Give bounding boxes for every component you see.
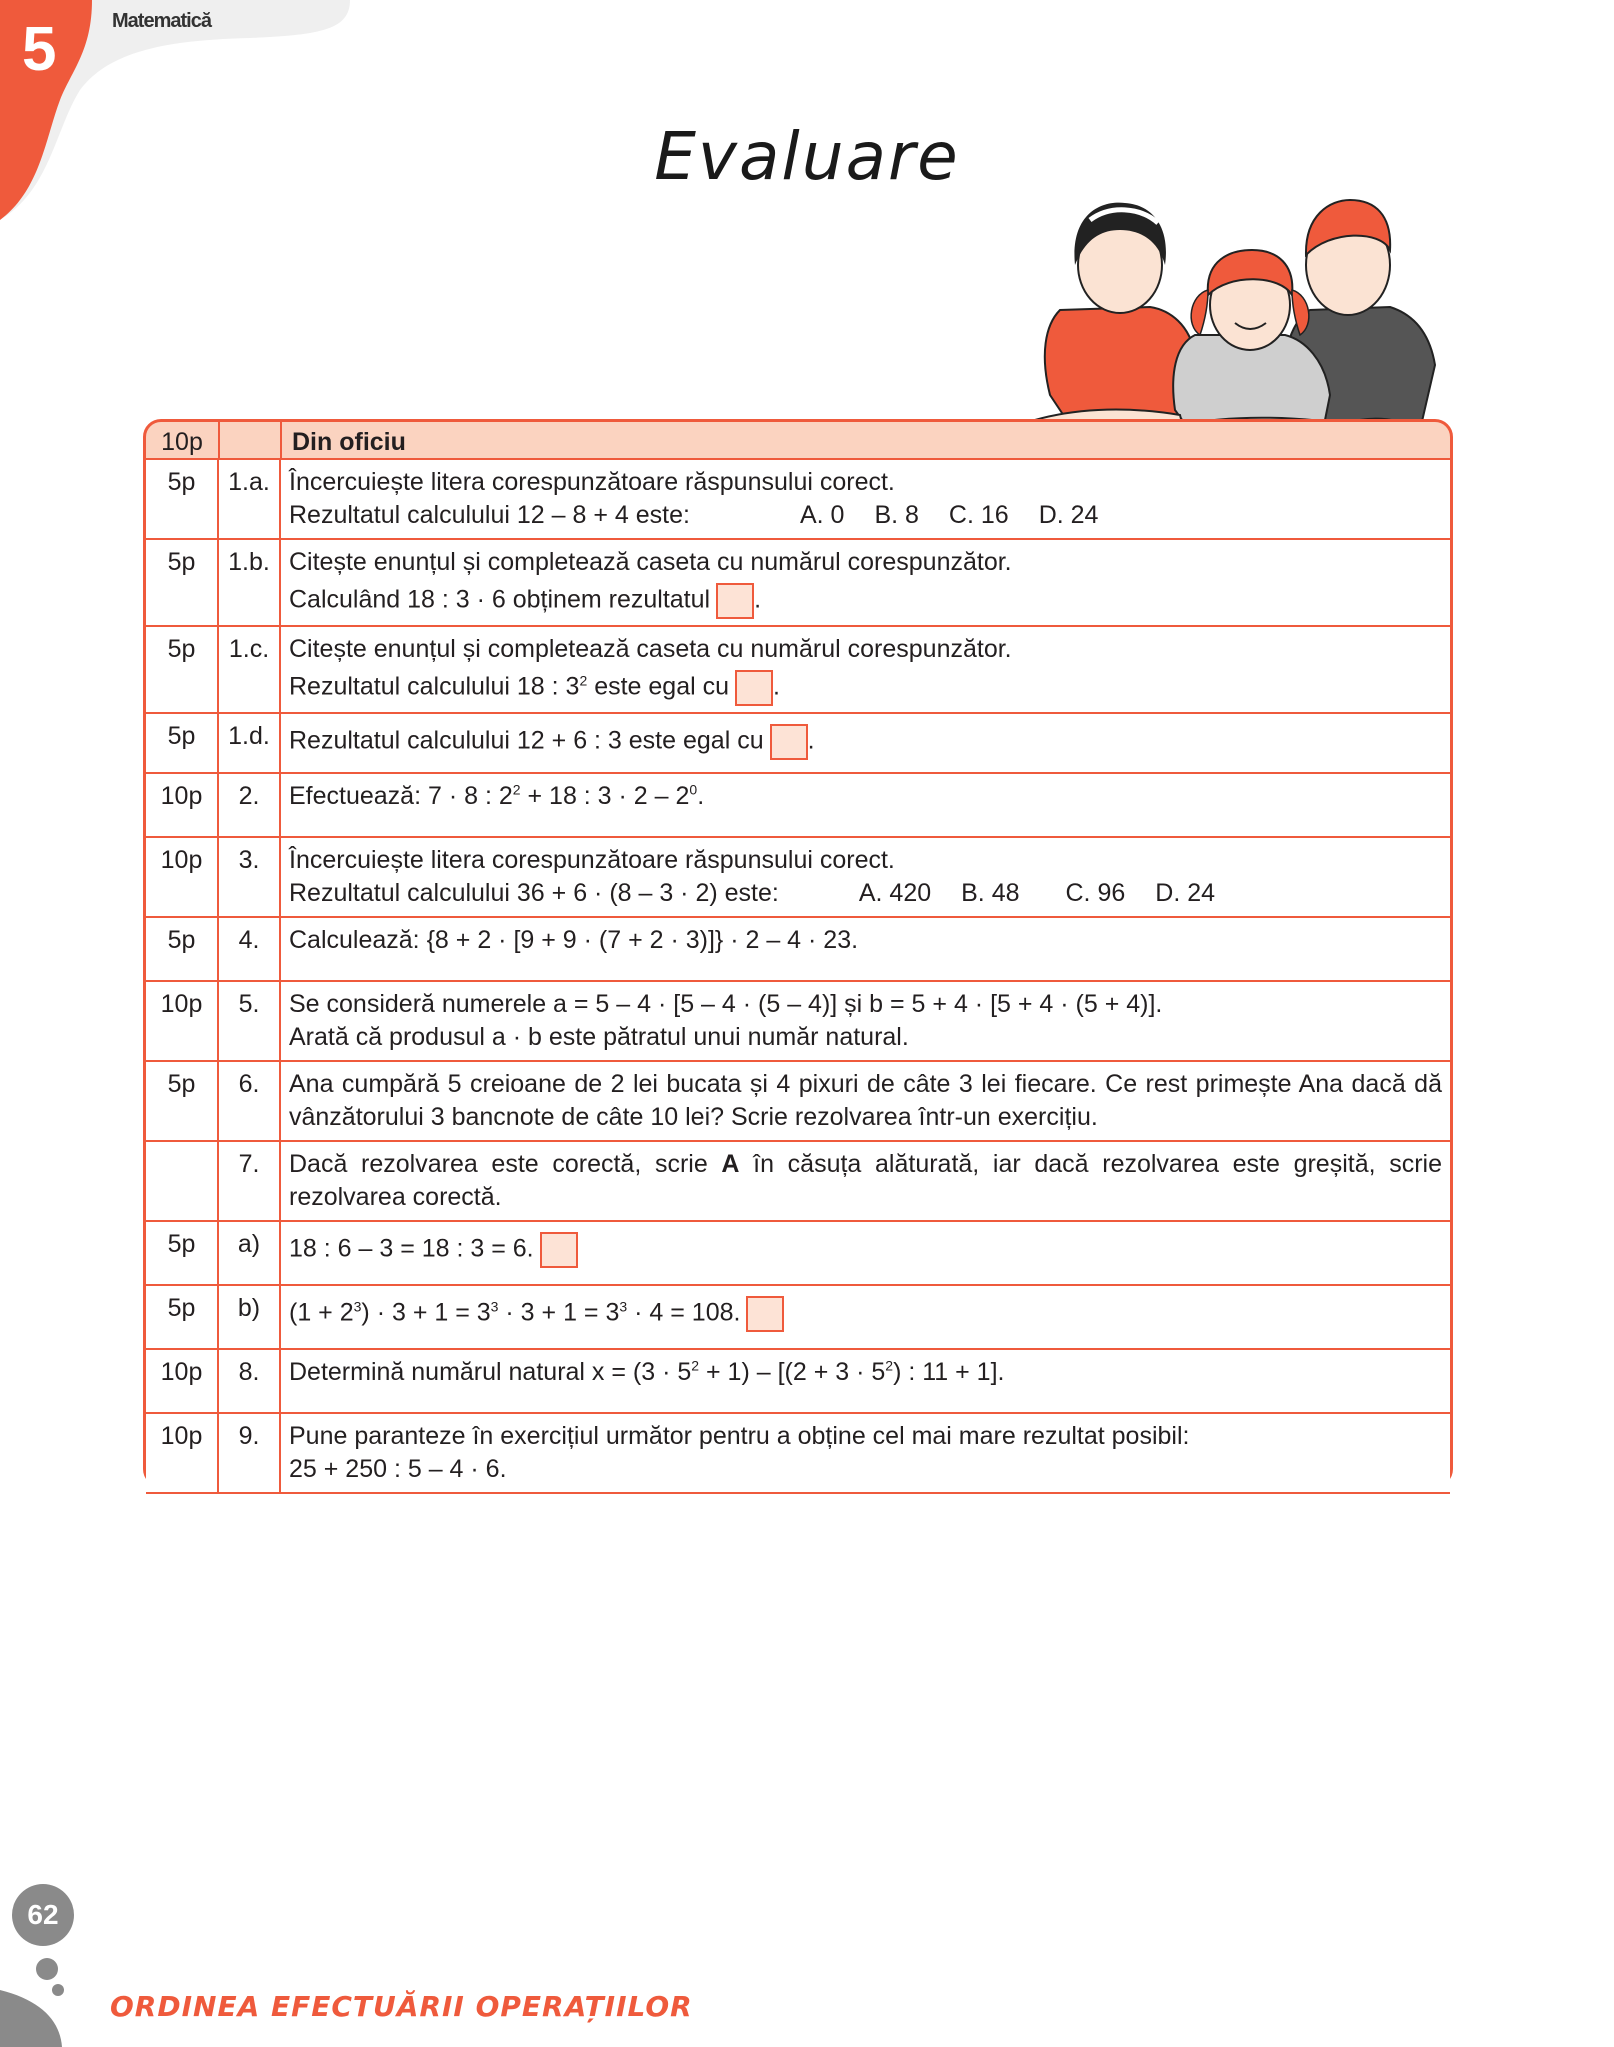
points-cell: 5p [146,1285,218,1349]
item-number: a) [218,1221,280,1285]
points-cell: 10p [146,773,218,837]
item-number: 1.b. [218,539,280,626]
item-number: 4. [218,917,280,981]
table-row-6 [146,1061,1450,1141]
item-number: 2. [218,773,280,837]
item-text: Calculează: {8 + 2 · [9 + 9 · (7 + 2 · 3)]} · 2 – 4 · 23. [280,917,1450,981]
header-points: 10p [161,428,203,456]
item-instruction: Încercuiește litera corespunzătoare răspunsului corect. [289,468,895,496]
points-cell: 5p [146,459,218,539]
item-text: Dacă rezolvarea este corectă, scrie A în căsuța alăturată, iar dacă rezolvarea este greșită, scrie rezolvarea corectă. [280,1141,1450,1221]
table-row-8 [146,1349,1450,1413]
item-text: Se consideră numerele a = 5 – 4 · [5 – 4 · (5 – 4)] și b = 5 + 4 · [5 + 4 · (5 + 4)]. Arată că produsul a · b este pătratul unui număr natural. [280,981,1450,1061]
table-row-7a [146,1221,1450,1285]
option-a[interactable]: A. 420 [858,879,932,907]
item-number: 1.d. [218,713,280,773]
points-cell: 10p [146,981,218,1061]
answer-box[interactable] [746,1296,784,1332]
table-row-1b [146,539,1450,626]
item-text: Efectuează: 7 · 8 : $2^2 + 18$ : $3 \cdot 2 - 2^0$. [280,773,1450,837]
page-number-badge: 62 [12,1884,74,1946]
unit-number: 5 [22,15,57,84]
item-text: Pune paranteze în exercițiul următor pentru a obține cel mai mare rezultat posibil: 25 + 250 : 5 – 4 · 6. [280,1413,1450,1493]
option-d[interactable]: D. 24 [1155,879,1216,907]
item-number: b) [218,1285,280,1349]
answer-box[interactable] [540,1232,578,1268]
item-text: $(1 + 2^3) \cdot 3 + 1 = 3^3 \cdot 3 + 1 = 3^3 \cdot 4 = 108$. [280,1285,1450,1349]
table-row-4 [146,917,1450,981]
item-number: 6. [218,1061,280,1141]
table-row-9 [146,1413,1450,1493]
table-row-7 [146,1141,1450,1221]
item-calc-line: Calculând 18 : 3 · 6 obținem rezultatul [289,585,711,614]
table-row-1a [146,459,1450,539]
points-cell [146,1141,218,1221]
table-row-5 [146,981,1450,1061]
item-instruction: Încercuiește litera corespunzătoare răspunsului corect. [289,846,895,874]
option-d[interactable]: D. 24 [1038,501,1099,529]
chapter-title: ORDINEA EFECTUĂRII OPERAȚIILOR [110,1990,693,2023]
evaluation-table [146,458,1450,1494]
points-cell: 5p [146,539,218,626]
option-c[interactable]: C. 96 [1065,879,1126,907]
item-text [280,459,1450,539]
item-text: Ana cumpără 5 creioane de 2 lei bucata și 4 pixuri de câte 3 lei fiecare. Ce rest primește Ana dacă dă vânzătorului 3 bancnote de câte 10 lei? Scrie rezolvarea într-un exercițiu. [280,1061,1450,1141]
option-b[interactable]: B. 8 [874,501,919,529]
footer-corner-decoration [0,1990,70,2047]
item-text: 18 : 6 – 3 = 18 : 3 = 6. [280,1221,1450,1285]
page-title: Evaluare [654,118,960,195]
answer-box[interactable] [716,583,754,619]
item-instruction: Citește enunțul și completează caseta cu numărul corespunzător. [289,635,1012,663]
item-number: 3. [218,837,280,917]
option-c[interactable]: C. 16 [948,501,1009,529]
header-title: Din oficiu [292,428,406,456]
item-text: Determină numărul natural $x = (3 \cdot 5^2 + 1) - [(2 + 3 \cdot 5^2)$ : 11 + 1]. [280,1349,1450,1413]
decor-dot [36,1958,58,1980]
subject-label: Matematică [112,10,211,32]
item-text: Rezultatul calculului 12 + 6 : 3 este egal cu . [280,713,1450,773]
table-row-2 [146,773,1450,837]
item-number: 8. [218,1349,280,1413]
item-number: 9. [218,1413,280,1493]
points-cell: 10p [146,1413,218,1493]
item-instruction: Citește enunțul și completează caseta cu numărul corespunzător. [289,548,1012,576]
answer-box[interactable] [735,670,773,706]
item-number: 5. [218,981,280,1061]
item-text: Încercuiește litera corespunzătoare răspunsului corect. Rezultatul calculului 36 + 6 · (8 – 3 · 2) este: A. 420 B. 48 C. 96 D. 24 [280,837,1450,917]
option-a[interactable]: A. 0 [799,501,845,529]
item-number: 7. [218,1141,280,1221]
table-row-1d [146,713,1450,773]
points-cell: 5p [146,1221,218,1285]
points-cell: 5p [146,1061,218,1141]
item-text: Citește enunțul și completează caseta cu numărul corespunzător. Rezultatul calculului 18 : $3^2$ este egal cu . [280,626,1450,713]
points-cell: 5p [146,917,218,981]
table-row-1c [146,626,1450,713]
item-number: 1.a. [218,459,280,539]
answer-box[interactable] [770,724,808,760]
item-text: Citește enunțul și completează caseta cu numărul corespunzător. Calculând 18 : 3 · 6 obținem rezultatul . [280,539,1450,626]
table-header-row [146,422,1450,458]
table-row-7b [146,1285,1450,1349]
points-cell: 10p [146,837,218,917]
points-cell: 5p [146,626,218,713]
points-cell: 10p [146,1349,218,1413]
item-number: 1.c. [218,626,280,713]
item-calc-line: Rezultatul calculului 12 – 8 + 4 este: A. 0 B. 8 C. 16 D. 24 [289,499,1442,532]
table-row-3 [146,837,1450,917]
points-cell: 5p [146,713,218,773]
option-b[interactable]: B. 48 [961,879,1020,907]
